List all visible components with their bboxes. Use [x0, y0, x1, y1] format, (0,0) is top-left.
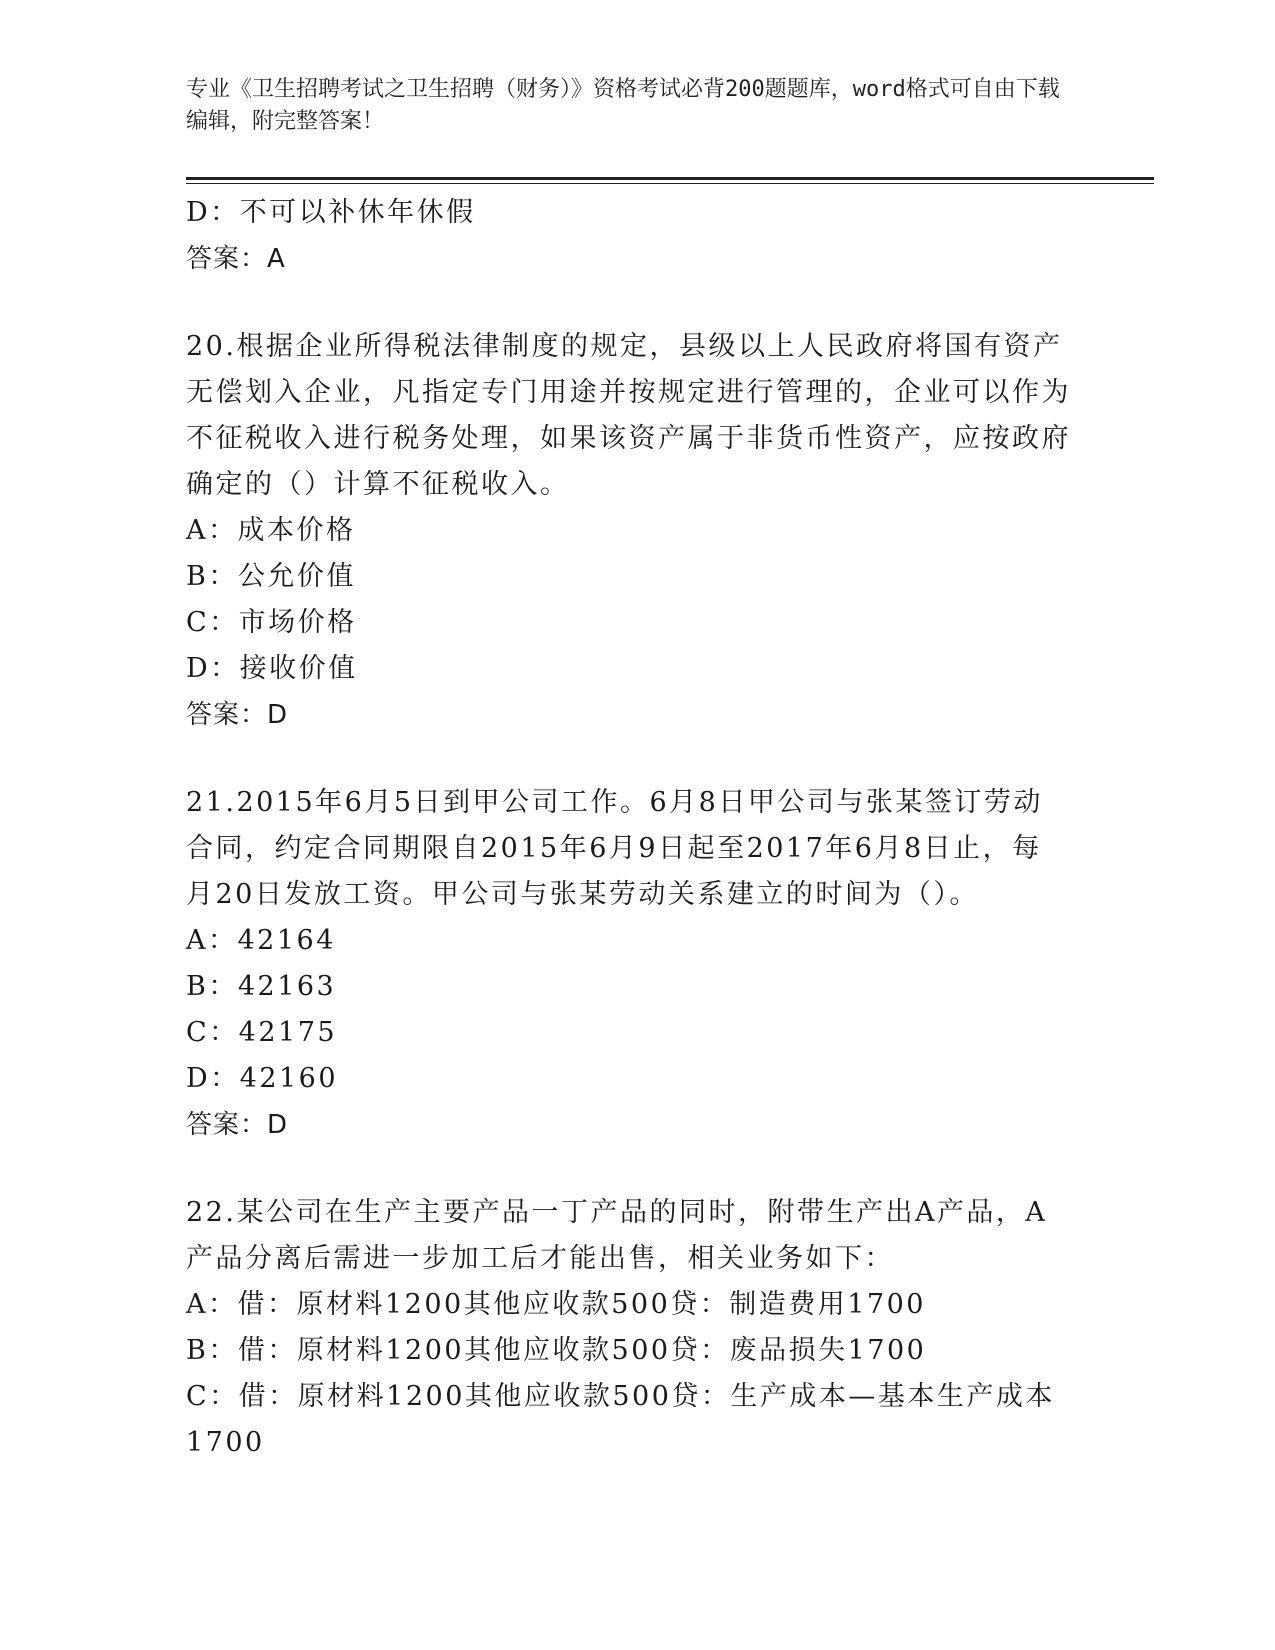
option-a: A：42164 — [186, 925, 336, 956]
spacer — [186, 1148, 1086, 1190]
header-text: 专业《卫生招聘考试之卫生招聘（财务）》资格考试必背200题题库，word格式可自由下载编辑，附完整答案！ — [186, 77, 1060, 134]
spacer — [186, 738, 1086, 780]
option-c: C：42175 — [186, 1017, 338, 1048]
option-c: C：市场价格 — [186, 607, 357, 638]
option-b: B：42163 — [186, 971, 337, 1002]
question-21 — [186, 780, 1086, 1148]
document-body — [186, 190, 1086, 1466]
question-22 — [186, 1190, 1086, 1466]
header-divider-thin — [186, 183, 1154, 184]
header-divider-thick — [186, 177, 1154, 180]
question-stem: 22.某公司在生产主要产品一丁产品的同时，附带生产出A产品，A产品分离后需进一步加工后才能出售，相关业务如下： — [186, 1197, 1048, 1274]
option-a: A：成本价格 — [186, 515, 356, 546]
document-header — [186, 74, 1066, 138]
question-stem: 21.2015年6月5日到甲公司工作。6月8日甲公司与张某签订劳动合同，约定合同期限自2015年6月9日起至2017年6月8日止，每月20日发放工资。甲公司与张某劳动关系建立的时间为（）。 — [186, 787, 1043, 910]
answer: 答案：A — [186, 244, 286, 274]
answer: 答案：D — [186, 1110, 289, 1140]
option-d: D：接收价值 — [186, 653, 358, 684]
option-b: B：借：原材料1200其他应收款500贷：废品损失1700 — [186, 1335, 927, 1366]
option-d: D：42160 — [186, 1063, 339, 1094]
option-c: C：借：原材料1200其他应收款500贷：生产成本—基本生产成本1700 — [186, 1381, 1055, 1458]
answer: 答案：D — [186, 700, 289, 730]
option-d: D：不可以补休年休假 — [186, 197, 476, 228]
option-b: B：公允价值 — [186, 561, 356, 592]
question-20 — [186, 324, 1086, 738]
option-a: A：借：原材料1200其他应收款500贷：制造费用1700 — [186, 1289, 926, 1320]
question-stem: 20.根据企业所得税法律制度的规定，县级以上人民政府将国有资产无偿划入企业，凡指定专门用途并按规定进行管理的，企业可以作为不征税收入进行税务处理，如果该资产属于非货币性资产，应按政府确定的（）计算不征税收入。 — [186, 331, 1071, 500]
spacer — [186, 282, 1086, 324]
